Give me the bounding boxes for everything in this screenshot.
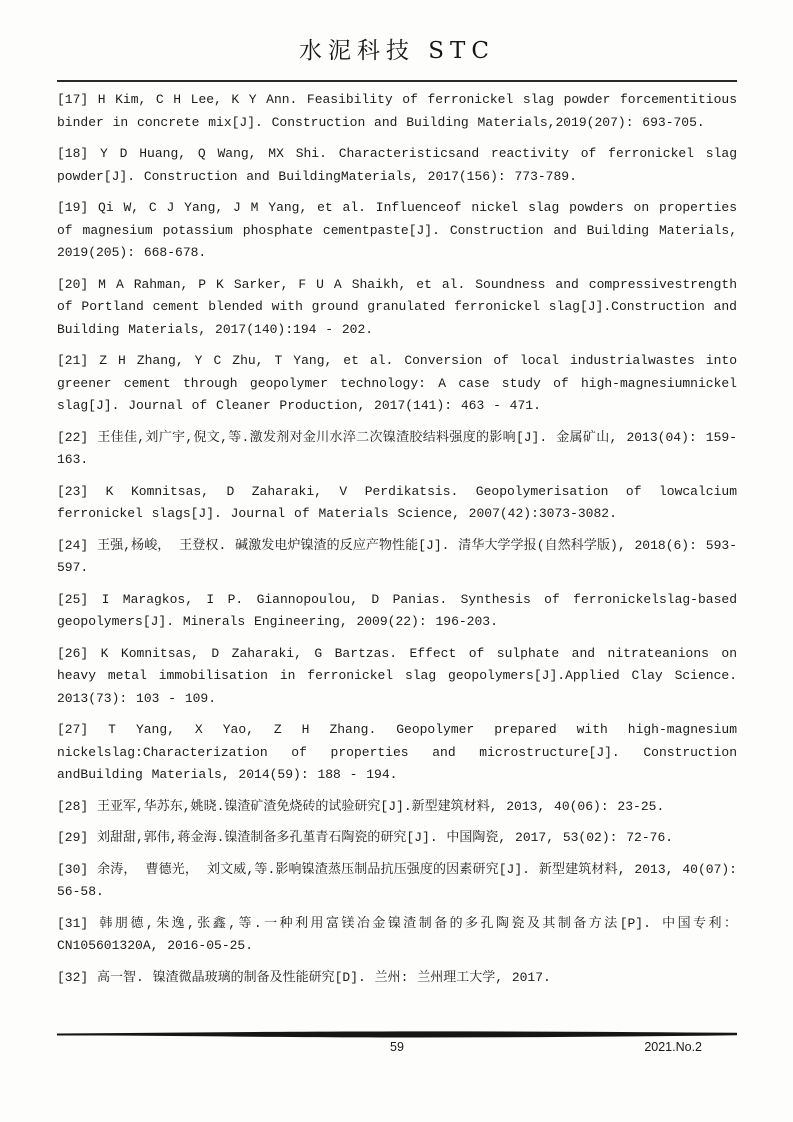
reference-item: [23] K Komnitsas, D Zaharaki, V Perdikatsis. Geopolymerisation of lowcalcium ferronickel slags[J]. Journal of Materials Science, 2007(42):3073-3082. xyxy=(57,483,737,521)
reference-item: [28] 王亚军,华苏东,姚晓.镍渣矿渣免烧砖的试验研究[J].新型建筑材料, 2013, 40(06): 23-25. xyxy=(57,798,665,814)
page-number: 59 xyxy=(390,1040,404,1054)
reference-item: [30] 余涛， 曹德光， 刘文威,等.影响镍渣蒸压制品抗压强度的因素研究[J]. 新型建筑材料, 2013, 40(07): 56-58. xyxy=(57,861,737,899)
reference-item: [21] Z H Zhang, Y C Zhu, T Yang, et al. Conversion of local industrialwastes into greener cement through geopolymer technology: A case study of high-magnesiumnickel slag[J]. Journal of Cleaner Production, 2017(141): 463 - 471. xyxy=(57,353,737,413)
issue-number: 2021.No.2 xyxy=(644,1040,702,1054)
reference-item: [19] Qi W, C J Yang, J M Yang, et al. Influenceof nickel slag powders on properties of magnesium potassium phosphate cementpaste[J]. Construction and Building Materials, 2019(205): 668-678. xyxy=(57,200,737,260)
reference-item: [32] 高一智. 镍渣微晶玻璃的制备及性能研究[D]. 兰州: 兰州理工大学, 2017. xyxy=(57,969,551,985)
reference-item: [24] 王强,杨峻， 王登权. 碱激发电炉镍渣的反应产物性能[J]. 清华大学学报(自然科学版), 2018(6): 593-597. xyxy=(57,537,737,575)
reference-item: [29] 刘甜甜,郭伟,蒋金海.镍渣制备多孔堇青石陶瓷的研究[J]. 中国陶瓷, 2017, 53(02): 72-76. xyxy=(57,830,674,845)
reference-item: [20] M A Rahman, P K Sarker, F U A Shaikh, et al. Soundness and compressivestrength of Portland cement blended with ground granulated ferronickel slag[J].Construction and Building Materials, 2017(140):194 - 202. xyxy=(57,276,737,337)
journal-title: 水泥科技 STC xyxy=(298,38,495,64)
references-list xyxy=(57,89,737,994)
footer-rule xyxy=(57,1030,737,1039)
reference-item: [31] 韩朋德,朱逸,张鑫,等.一种利用富镁冶金镍渣制备的多孔陶瓷及其制备方法[P]. 中国专利： CN105601320A, 2016-05-25. xyxy=(57,915,737,953)
reference-item: [18] Y D Huang, Q Wang, MX Shi. Characteristicsand reactivity of ferronickel slag powder[J]. Construction and BuildingMaterials, 2017(156): 773-789. xyxy=(57,146,737,184)
header-rule xyxy=(57,80,737,82)
reference-item: [27] T Yang, X Yao, Z H Zhang. Geopolymer prepared with high-magnesium nickelslag:Characterization of properties and microstructure[J]. Construction andBuilding Materials, 2014(59): 188 - 194. xyxy=(57,722,737,782)
reference-item: [26] K Komnitsas, D Zaharaki, G Bartzas. Effect of sulphate and nitrateanions on heavy metal immobilisation in ferronickel slag geopolymers[J].Applied Clay Science. 2013(73): 103 - 109. xyxy=(57,645,737,706)
reference-item: [17] H Kim, C H Lee, K Y Ann. Feasibility of ferronickel slag powder forcementitious binder in concrete mix[J]. Construction and Building Materials,2019(207): 693-705. xyxy=(57,92,737,130)
reference-item: [25] I Maragkos, I P. Giannopoulou, D Panias. Synthesis of ferronickelslag-based geopolymers[J]. Minerals Engineering, 2009(22): 196-203. xyxy=(57,591,737,629)
reference-item: [22] 王佳佳,刘广宇,倪文,等.激发剂对金川水淬二次镍渣胶结料强度的影响[J]. 金属矿山, 2013(04): 159-163. xyxy=(57,429,737,467)
page-footer xyxy=(57,1040,737,1058)
